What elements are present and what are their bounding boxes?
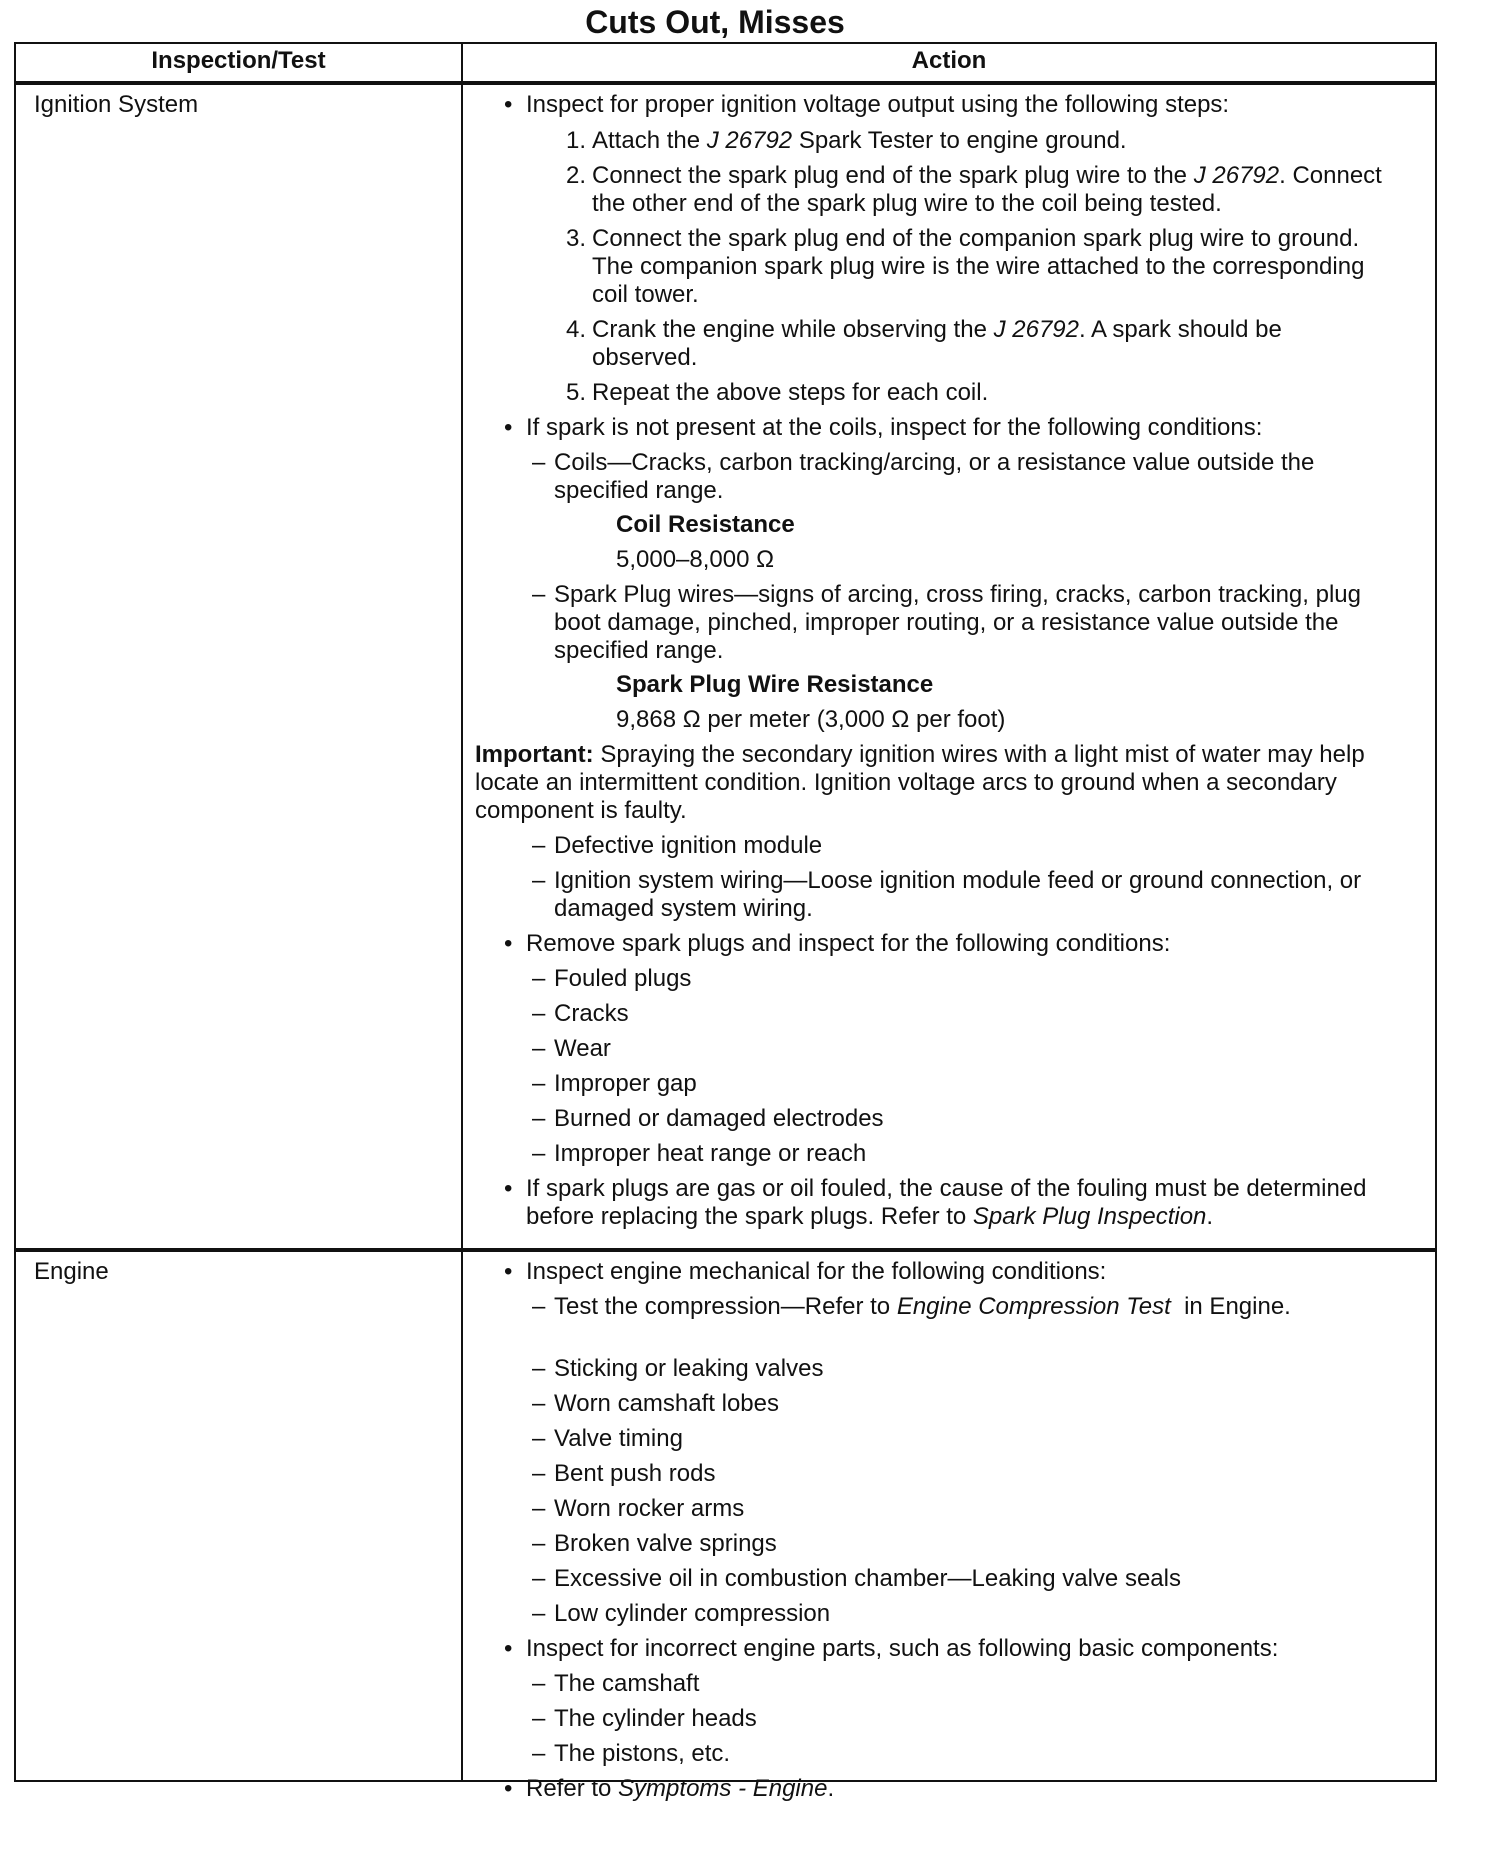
list-item-coils: – Coils—Cracks, carbon tracking/arcing, or a resistance value outside the — [554, 449, 1314, 477]
list-item-engine-part: – The camshaft — [554, 1670, 699, 1698]
header-row — [15, 43, 1436, 83]
list-item-ignition-module: – Defective ignition module — [554, 832, 822, 860]
list-item-plug-condition: – Cracks — [554, 1000, 629, 1028]
list-item-engine-condition: – Bent push rods — [554, 1460, 715, 1488]
list-item-spark-plug-wires: – Spark Plug wires—signs of arcing, cross firing, cracks, carbon tracking, plug — [554, 581, 1361, 609]
list-item-plug-condition: – Burned or damaged electrodes — [554, 1105, 884, 1133]
table-row-ignition — [15, 83, 1436, 1250]
list-item-engine-condition: – Low cylinder compression — [554, 1600, 830, 1628]
list-item-engine-part: – The cylinder heads — [554, 1705, 757, 1733]
list-item-compression-test: – Test the compression—Refer to Engine Compression Test in Engine. — [554, 1293, 1291, 1321]
step-2: 2. Connect the spark plug end of the spark plug wire to the J 26792. Connect — [565, 162, 1382, 189]
list-item-engine-condition: – Sticking or leaking valves — [554, 1355, 823, 1383]
list-item-engine-part: – The pistons, etc. — [554, 1740, 730, 1768]
coil-resistance-value: 5,000–8,000 Ω — [616, 546, 775, 573]
list-item-engine-condition: – Excessive oil in combustion chamber—Leaking valve seals — [554, 1565, 1181, 1593]
table-row-engine — [15, 1250, 1436, 1781]
bullet-fouled-plugs: • If spark plugs are gas or oil fouled, the cause of the fouling must be determined — [526, 1175, 1367, 1203]
link-spark-plug-inspection[interactable]: Spark Plug Inspection — [972, 1203, 1207, 1230]
list-item-plug-condition: – Improper gap — [554, 1070, 697, 1098]
wire-resistance-label: Spark Plug Wire Resistance — [616, 671, 934, 698]
list-item-plug-condition: – Wear — [554, 1035, 611, 1063]
bullet-spark-not-present: • If spark is not present at the coils, inspect for the following conditions: — [526, 414, 1262, 442]
step-4: 4. Crank the engine while observing the J 26792. A spark should be — [565, 316, 1282, 343]
link-engine-compression-test[interactable]: Engine Compression Test — [896, 1293, 1171, 1320]
important-note-line-2: locate an intermittent condition. Ignition voltage arcs to ground when a secondary — [475, 769, 1337, 796]
header-inspection-test: Inspection/Test — [15, 43, 462, 83]
row-label-ignition-system: Ignition System — [15, 83, 462, 1250]
bullet-fouled-plugs-line-2: before replacing the spark plugs. Refer to Spark Plug Inspection. — [526, 1203, 1214, 1230]
bullet-refer-symptoms-engine: • Refer to Symptoms - Engine. — [526, 1775, 834, 1803]
action-cell-ignition — [462, 83, 1436, 1250]
step-3-line-3: coil tower. — [592, 281, 699, 308]
list-item-spark-plug-wires-line-3: specified range. — [554, 637, 724, 664]
list-item-spark-plug-wires-line-2: boot damage, pinched, improper routing, or a resistance value outside the — [554, 609, 1339, 636]
bullet-ignition-voltage: • Inspect for proper ignition voltage output using the following steps: — [526, 91, 1229, 119]
list-item-plug-condition: – Improper heat range or reach — [554, 1140, 866, 1168]
link-symptoms-engine[interactable]: Symptoms - Engine — [618, 1775, 828, 1802]
row-label-engine: Engine — [15, 1250, 462, 1781]
list-item-engine-condition: – Valve timing — [554, 1425, 683, 1453]
list-item-engine-condition: – Worn camshaft lobes — [554, 1390, 779, 1418]
list-item-ignition-wiring: – Ignition system wiring—Loose ignition module feed or ground connection, or — [554, 867, 1361, 895]
step-1: 1. Attach the J 26792 Spark Tester to engine ground. — [565, 127, 1127, 154]
list-item-engine-condition: – Worn rocker arms — [554, 1495, 744, 1523]
important-note: Important: Spraying the secondary ignition wires with a light mist of water may help — [475, 741, 1365, 768]
step-2-line-2: the other end of the spark plug wire to the coil being tested. — [592, 190, 1222, 217]
step-4-line-2: observed. — [592, 344, 698, 371]
symptom-table — [14, 42, 1437, 1802]
bullet-incorrect-engine-parts: • Inspect for incorrect engine parts, such as following basic components: — [526, 1635, 1278, 1663]
page-title: Cuts Out, Misses — [585, 4, 845, 40]
coil-resistance-label: Coil Resistance — [616, 511, 795, 538]
bullet-remove-spark-plugs: • Remove spark plugs and inspect for the following conditions: — [526, 930, 1170, 958]
step-3-line-2: The companion spark plug wire is the wire attached to the corresponding — [592, 253, 1365, 280]
list-item-engine-condition: – Broken valve springs — [554, 1530, 777, 1558]
header-action: Action — [462, 43, 1436, 83]
step-3: 3. Connect the spark plug end of the companion spark plug wire to ground. — [565, 225, 1360, 252]
list-item-coils-line-2: specified range. — [554, 477, 724, 504]
step-5: 5. Repeat the above steps for each coil. — [565, 379, 989, 406]
list-item-plug-condition: – Fouled plugs — [554, 965, 691, 993]
wire-resistance-value: 9,868 Ω per meter (3,000 Ω per foot) — [616, 706, 1006, 733]
important-note-line-3: component is faulty. — [475, 797, 687, 824]
bullet-inspect-engine-mechanical: • Inspect engine mechanical for the following conditions: — [526, 1258, 1106, 1286]
list-item-ignition-wiring-line-2: damaged system wiring. — [554, 895, 813, 922]
action-cell-engine — [462, 1250, 1436, 1802]
